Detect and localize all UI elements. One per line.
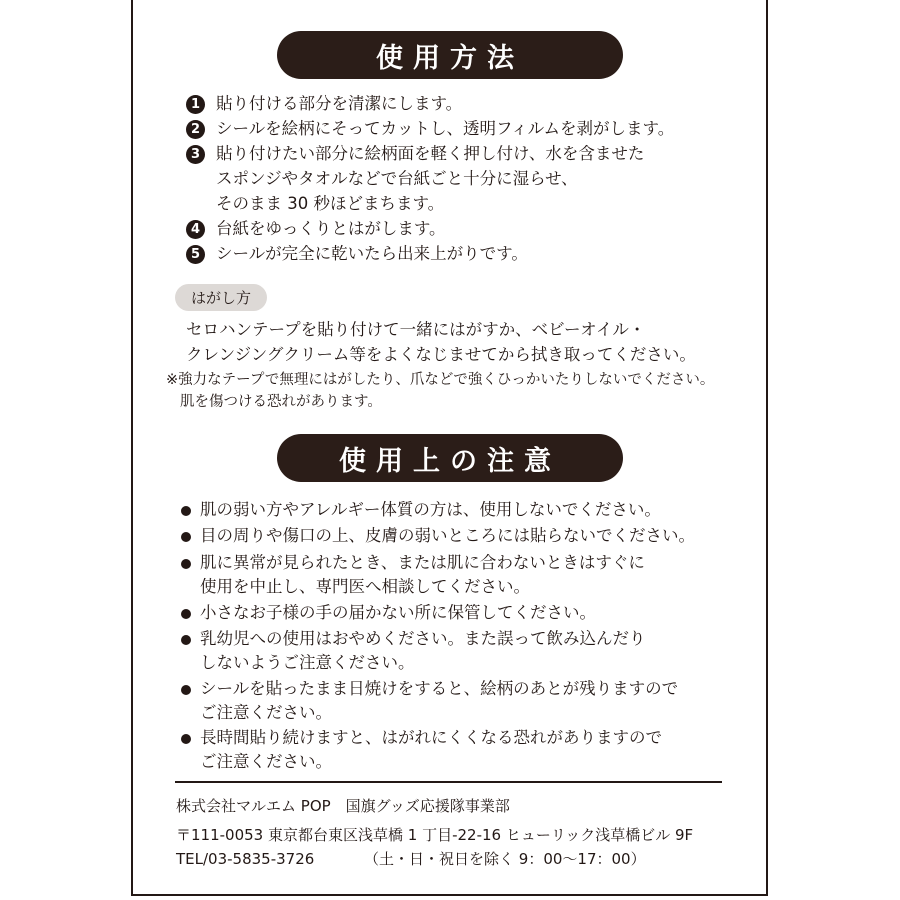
removal-tag: はがし方	[175, 284, 267, 311]
caution-bullet	[181, 685, 191, 695]
step-number-4: 4	[186, 220, 205, 239]
caution-bullet	[181, 609, 191, 619]
caution-6-line-1: シールを貼ったまま日焼けをすると、絵柄のあとが残りますので	[200, 679, 679, 698]
caution-3-line-2: 使用を中止し、専門医へ相談してください。	[200, 577, 530, 596]
step-number-5: 5	[186, 245, 205, 264]
footer-divider	[175, 781, 722, 783]
caution-section-title: 使用上の注意	[277, 434, 623, 482]
step-2-text: シールを絵柄にそってカットし、透明フィルムを剥がします。	[216, 119, 675, 138]
business-hours: （土・日・祝日を除く 9：00～17：00）	[364, 850, 646, 868]
caution-bullet	[181, 635, 191, 645]
caution-7-line-2: ご注意ください。	[200, 752, 332, 771]
caution-1-text: 肌の弱い方やアレルギー体質の方は、使用しないでください。	[200, 500, 661, 519]
step-number-1: 1	[186, 95, 205, 114]
caution-5-line-2: しないようご注意ください。	[200, 653, 415, 672]
step-number-3: 3	[186, 145, 205, 164]
caution-6-line-2: ご注意ください。	[200, 703, 332, 722]
step-3-line-3: そのまま 30 秒ほどまちます。	[216, 194, 445, 213]
company-tel: TEL/03-5835-3726	[176, 850, 315, 868]
removal-note-line-1: ※強力なテープで無理にはがしたり、爪などで強くひっかいたりしないでください。	[166, 372, 715, 388]
step-3-line-2: スポンジやタオルなどで台紙ごと十分に湿らせ、	[216, 169, 578, 188]
company-name: 株式会社マルエム POP 国旗グッズ応援隊事業部	[176, 797, 510, 815]
company-address: 〒111-0053 東京都台東区浅草橋 1 丁目-22-16 ヒューリック浅草橋ビル 9F	[176, 826, 694, 844]
caution-5-line-1: 乳幼児への使用はおやめください。また誤って飲み込んだり	[200, 629, 646, 648]
caution-bullet	[181, 532, 191, 542]
step-number-2: 2	[186, 120, 205, 139]
caution-4-text: 小さなお子様の手の届かない所に保管してください。	[200, 603, 596, 622]
caution-bullet	[181, 506, 191, 516]
caution-7-line-1: 長時間貼り続けますと、はがれにくくなる恐れがありますので	[200, 728, 662, 747]
step-5-text: シールが完全に乾いたら出来上がりです。	[216, 244, 528, 263]
step-3-line-1: 貼り付けたい部分に絵柄面を軽く押し付け、水を含ませた	[216, 144, 645, 163]
caution-2-text: 目の周りや傷口の上、皮膚の弱いところには貼らないでください。	[200, 526, 695, 545]
removal-line-2: クレンジングクリーム等をよくなじませてから拭き取ってください。	[186, 345, 696, 364]
removal-note-line-2: 肌を傷つける恐れがあります。	[180, 394, 382, 410]
caution-bullet	[181, 559, 191, 569]
step-1-text: 貼り付ける部分を清潔にします。	[216, 94, 463, 113]
caution-3-line-1: 肌に異常が見られたとき、または肌に合わないときはすぐに	[200, 553, 645, 572]
usage-section-title: 使用方法	[277, 31, 623, 79]
removal-line-1: セロハンテープを貼り付けて一緒にはがすか、ベビーオイル・	[186, 320, 646, 339]
step-4-text: 台紙をゆっくりとはがします。	[216, 219, 446, 238]
caution-bullet	[181, 734, 191, 744]
